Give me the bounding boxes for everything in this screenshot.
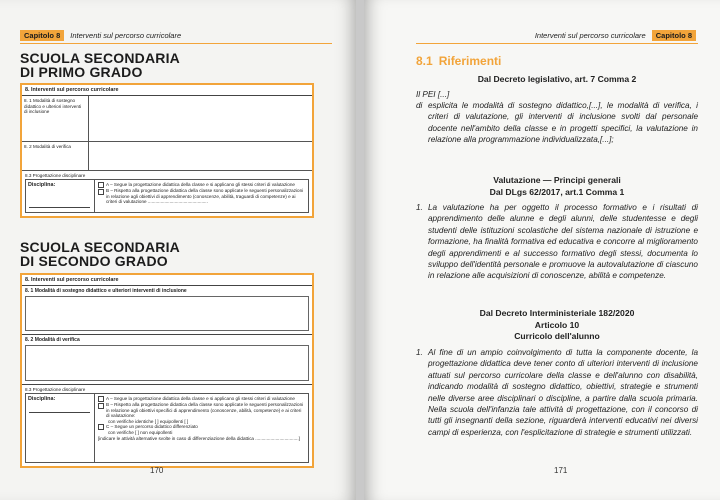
valutazione-subheading: Dal DLgs 62/2017, art.1 Comma 1 bbox=[489, 187, 625, 197]
option-a: A – Segue la progettazione didattica della classe e si applicano gli stessi criteri di valutazione bbox=[98, 396, 305, 402]
header-rule bbox=[416, 43, 698, 44]
checkbox-b[interactable] bbox=[98, 189, 104, 195]
section-title-secondo-grado: SCUOLA SECONDARIA DI SECONDO GRADO bbox=[20, 239, 180, 269]
list-item-2: 1. Al fine di un ampio coinvolgimento di tutta la componente docente, la progettazione didattica deve tener conto di ulteriori interventi di inclusione attuati sul percorso curricolare della classe e dell'alunno con disabilità, indicando modalità di sostegno didattico, obiettivi, strategie e strumenti nelle diverse aree disciplinari o discipline, a partire dalla scuola primaria. Nella scuola dell'infanzia tale attività di progettazione, con il concorso di tutti gli insegnanti della sezione, riguarderà interventi educativi nei diversi campi di esperienza, con l'esplicitazione di strategie e strumenti utilizzati. bbox=[416, 348, 698, 437]
form-field-verifica[interactable] bbox=[25, 345, 309, 381]
block-sostegno: 8. 1 Modalità di sostegno didattico e ulteriori interventi di inclusione bbox=[22, 286, 312, 335]
left-page-header bbox=[20, 30, 181, 41]
option-c-sub: con verifiche [ ] non equipollenti bbox=[108, 430, 173, 436]
disciplina-field[interactable]: Disciplina: bbox=[26, 394, 95, 462]
option-c: C – Segue un percorso didattico differenziato bbox=[98, 424, 305, 430]
form-title: 8. Interventi sul percorso curricolare bbox=[22, 85, 312, 96]
chapter-title: Interventi sul percorso curricolare bbox=[534, 31, 646, 40]
list-item-di: di esplicita le modalità di sostegno didattico,[...], le modalità di verifica, i criteri di valutazione, gli interventi di inclusione svolti dal personale docente nell'ambito della classe e in progetti specifici, la valutazione in relazione alla programmazione individualizzata,[...]; bbox=[416, 101, 698, 145]
chapter-chip: Capitolo 8 bbox=[20, 30, 64, 41]
section-number: 8.1 bbox=[416, 54, 433, 68]
form-field-sostegno[interactable] bbox=[25, 296, 309, 331]
progettazione-block bbox=[25, 179, 309, 213]
pei-line: Il PEI [...] bbox=[416, 90, 450, 99]
prog-title: 8.3 Progettazione disciplinare bbox=[25, 173, 86, 178]
disciplina-field[interactable]: Disciplina: bbox=[26, 180, 95, 212]
option-b: B – Rispetto alla progettazione didattica della classe sono applicate le seguenti personalizzazioni in relazione agli obiettivi di apprendimento (conoscenze, abilità, traguardi di competenze) e ai criteri di valutazione ............................................... bbox=[98, 188, 305, 205]
left-page bbox=[0, 0, 356, 500]
decree-heading: Dal Decreto legislativo, art. 7 Comma 2 bbox=[477, 74, 637, 84]
progettazione-block bbox=[25, 393, 309, 463]
checkbox-a[interactable] bbox=[98, 182, 104, 188]
form-field-sostegno[interactable] bbox=[89, 96, 312, 141]
options-list bbox=[95, 394, 308, 462]
page-number: 170 bbox=[150, 466, 164, 475]
checkbox-b[interactable] bbox=[98, 403, 104, 409]
decree-interministeriale-heading: Dal Decreto Interministeriale 182/2020 bbox=[479, 308, 635, 318]
section-title: Riferimenti bbox=[438, 54, 502, 68]
valutazione-heading: Valutazione — Principi generali bbox=[493, 175, 621, 185]
form-row-verifica: 8. 2 Modalità di verifica bbox=[22, 142, 312, 171]
prog-title: 8.3 Progettazione disciplinare bbox=[25, 387, 86, 392]
right-page-header bbox=[535, 30, 696, 41]
right-page bbox=[364, 0, 720, 500]
form-field-verifica[interactable] bbox=[89, 142, 312, 170]
options-list bbox=[95, 180, 308, 212]
form-primo-grado bbox=[20, 83, 314, 218]
option-b-sub: con verifiche identiche [ ] equipollenti [ ] bbox=[108, 418, 189, 424]
checkbox-c[interactable] bbox=[98, 424, 104, 430]
option-a: A – Segue la progettazione didattica della classe e si applicano gli stessi criteri di valutazione bbox=[98, 182, 305, 188]
articolo-heading: Articolo 10 bbox=[534, 320, 580, 330]
chapter-title: Interventi sul percorso curricolare bbox=[70, 31, 182, 40]
header-rule bbox=[20, 43, 332, 44]
form-title: 8. Interventi sul percorso curricolare bbox=[22, 275, 312, 286]
checkbox-a[interactable] bbox=[98, 396, 104, 402]
section-title-primo-grado: SCUOLA SECONDARIA DI PRIMO GRADO bbox=[20, 50, 180, 80]
option-b: B – Rispetto alla progettazione didattica della classe sono applicate le seguenti personalizzazioni in relazione agli obiettivi specifici di apprendimento (conoscenze, abilità, competenze) e ai criteri di valutazione: bbox=[98, 402, 305, 419]
form-secondo-grado bbox=[20, 273, 314, 468]
block-verifica: 8. 2 Modalità di verifica bbox=[22, 335, 312, 385]
list-item-1: 1. La valutazione ha per oggetto il processo formativo e i risultati di apprendimento delle alunne e degli alunni, delle studentesse e degli studenti delle istituzioni scolastiche del sistema nazionale di istruzione e formazione, ha finalità formativa ed educativa e concorre al miglioramento degli apprendimenti e al successo formativo degli stessi, documenta lo sviluppo dell'identità personale e promuove la autovalutazione di ciascuno in relazione alle acquisizioni di conoscenze, abilità e competenze. bbox=[416, 203, 698, 281]
page-number: 171 bbox=[554, 466, 568, 475]
articolo-subheading: Curricolo dell'alunno bbox=[514, 331, 600, 341]
section-heading bbox=[416, 54, 501, 68]
form-row-sostegno: 8. 1 Modalità di sostegno didattico e ulteriori interventi di inclusione bbox=[22, 96, 312, 142]
chapter-chip: Capitolo 8 bbox=[652, 30, 696, 41]
option-c-note: [indicare le attività alternative svolte in caso di differenziazione della didattica ..................................] bbox=[98, 435, 300, 441]
